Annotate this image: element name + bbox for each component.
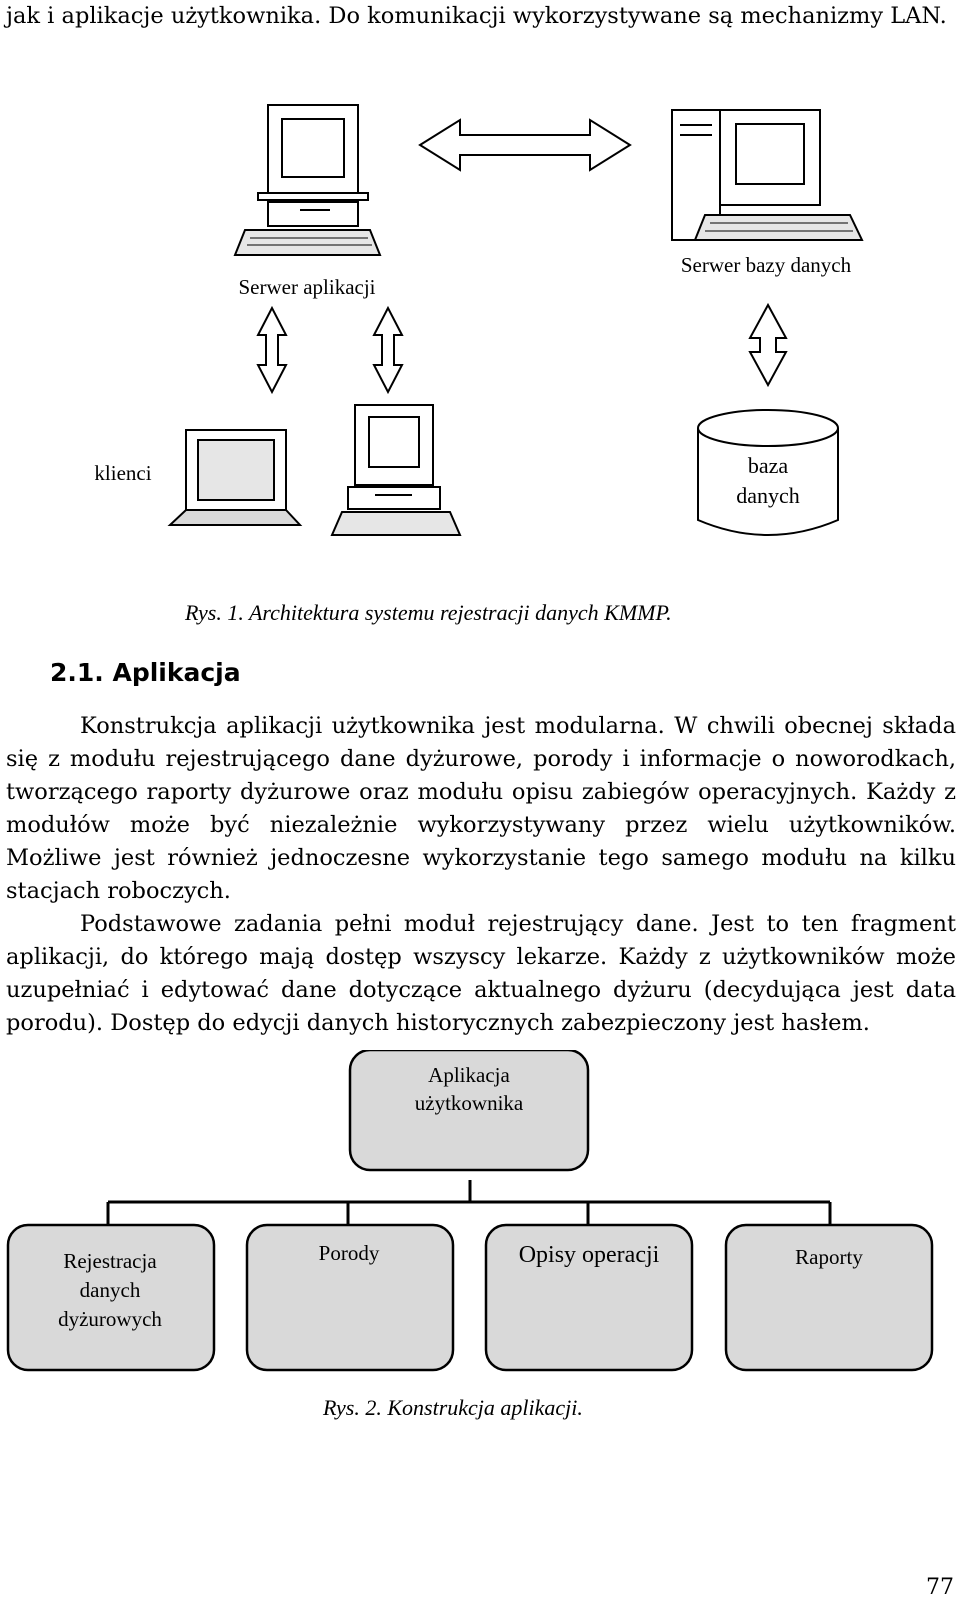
child1-label-line1: Rejestracja: [63, 1249, 157, 1273]
app-server-icon: [235, 105, 380, 255]
laptop-icon: [170, 430, 300, 525]
double-arrow-icon: [258, 308, 286, 392]
body-paragraph-1: Konstrukcja aplikacji użytkownika jest modularna. W chwili obecnej składa się z modułu rejestrującego dane dyżurowe, porody i informacje o noworodkach, tworzącego raporty dyżurowe oraz modułu opisu zabiegów operacyjnych. Każdy z modułów może być niezależnie wykorzystywany przez wielu użytkowników. Możliwe jest również jednoczesne wykorzystanie tego samego modułu na kilku stacjach roboczych.: [6, 713, 956, 904]
child1-label-line3: dyżurowych: [58, 1307, 162, 1331]
clients-label: klienci: [94, 461, 152, 485]
architecture-diagram: [0, 90, 960, 630]
app-server-label: Serwer aplikacji: [238, 275, 376, 299]
double-arrow-icon: [750, 305, 786, 385]
db-label-line1: baza: [747, 453, 789, 478]
db-label-line2: danych: [736, 483, 800, 508]
child3-label: Opisy operacji: [518, 1242, 660, 1268]
application-structure-diagram: [0, 1050, 960, 1430]
db-server-icon: [672, 110, 862, 240]
db-server-label: Serwer bazy danych: [680, 253, 852, 277]
section-heading: 2.1. Aplikacja: [50, 658, 241, 687]
child4-label: Raporty: [795, 1245, 863, 1269]
root-label-line2: użytkownika: [414, 1091, 524, 1115]
desktop-client-icon: [332, 405, 460, 535]
child1-label-line2: danych: [79, 1278, 141, 1302]
root-label-line1: Aplikacja: [428, 1063, 510, 1087]
double-arrow-icon: [420, 120, 630, 170]
figure2-caption: Rys. 2. Konstrukcja aplikacji.: [323, 1395, 583, 1420]
double-arrow-icon: [374, 308, 402, 392]
intro-paragraph-tail: jak i aplikacje użytkownika. Do komunikacji wykorzystywane są mechanizmy LAN.: [6, 3, 947, 29]
page-number: 77: [926, 1575, 954, 1600]
body-paragraph-2: Podstawowe zadania pełni moduł rejestrujący dane. Jest to ten fragment aplikacji, do którego mają dostęp wszyscy lekarze. Każdy z użytkowników może uzupełniać i edytować dane dotyczące aktualnego dyżuru (decydująca jest data porodu). Dostęp do edycji danych historycznych zabezpieczony jest hasłem.: [6, 911, 956, 1036]
figure1-caption: Rys. 1. Architektura systemu rejestracji danych KMMP.: [185, 600, 672, 625]
child2-label: Porody: [318, 1241, 380, 1265]
